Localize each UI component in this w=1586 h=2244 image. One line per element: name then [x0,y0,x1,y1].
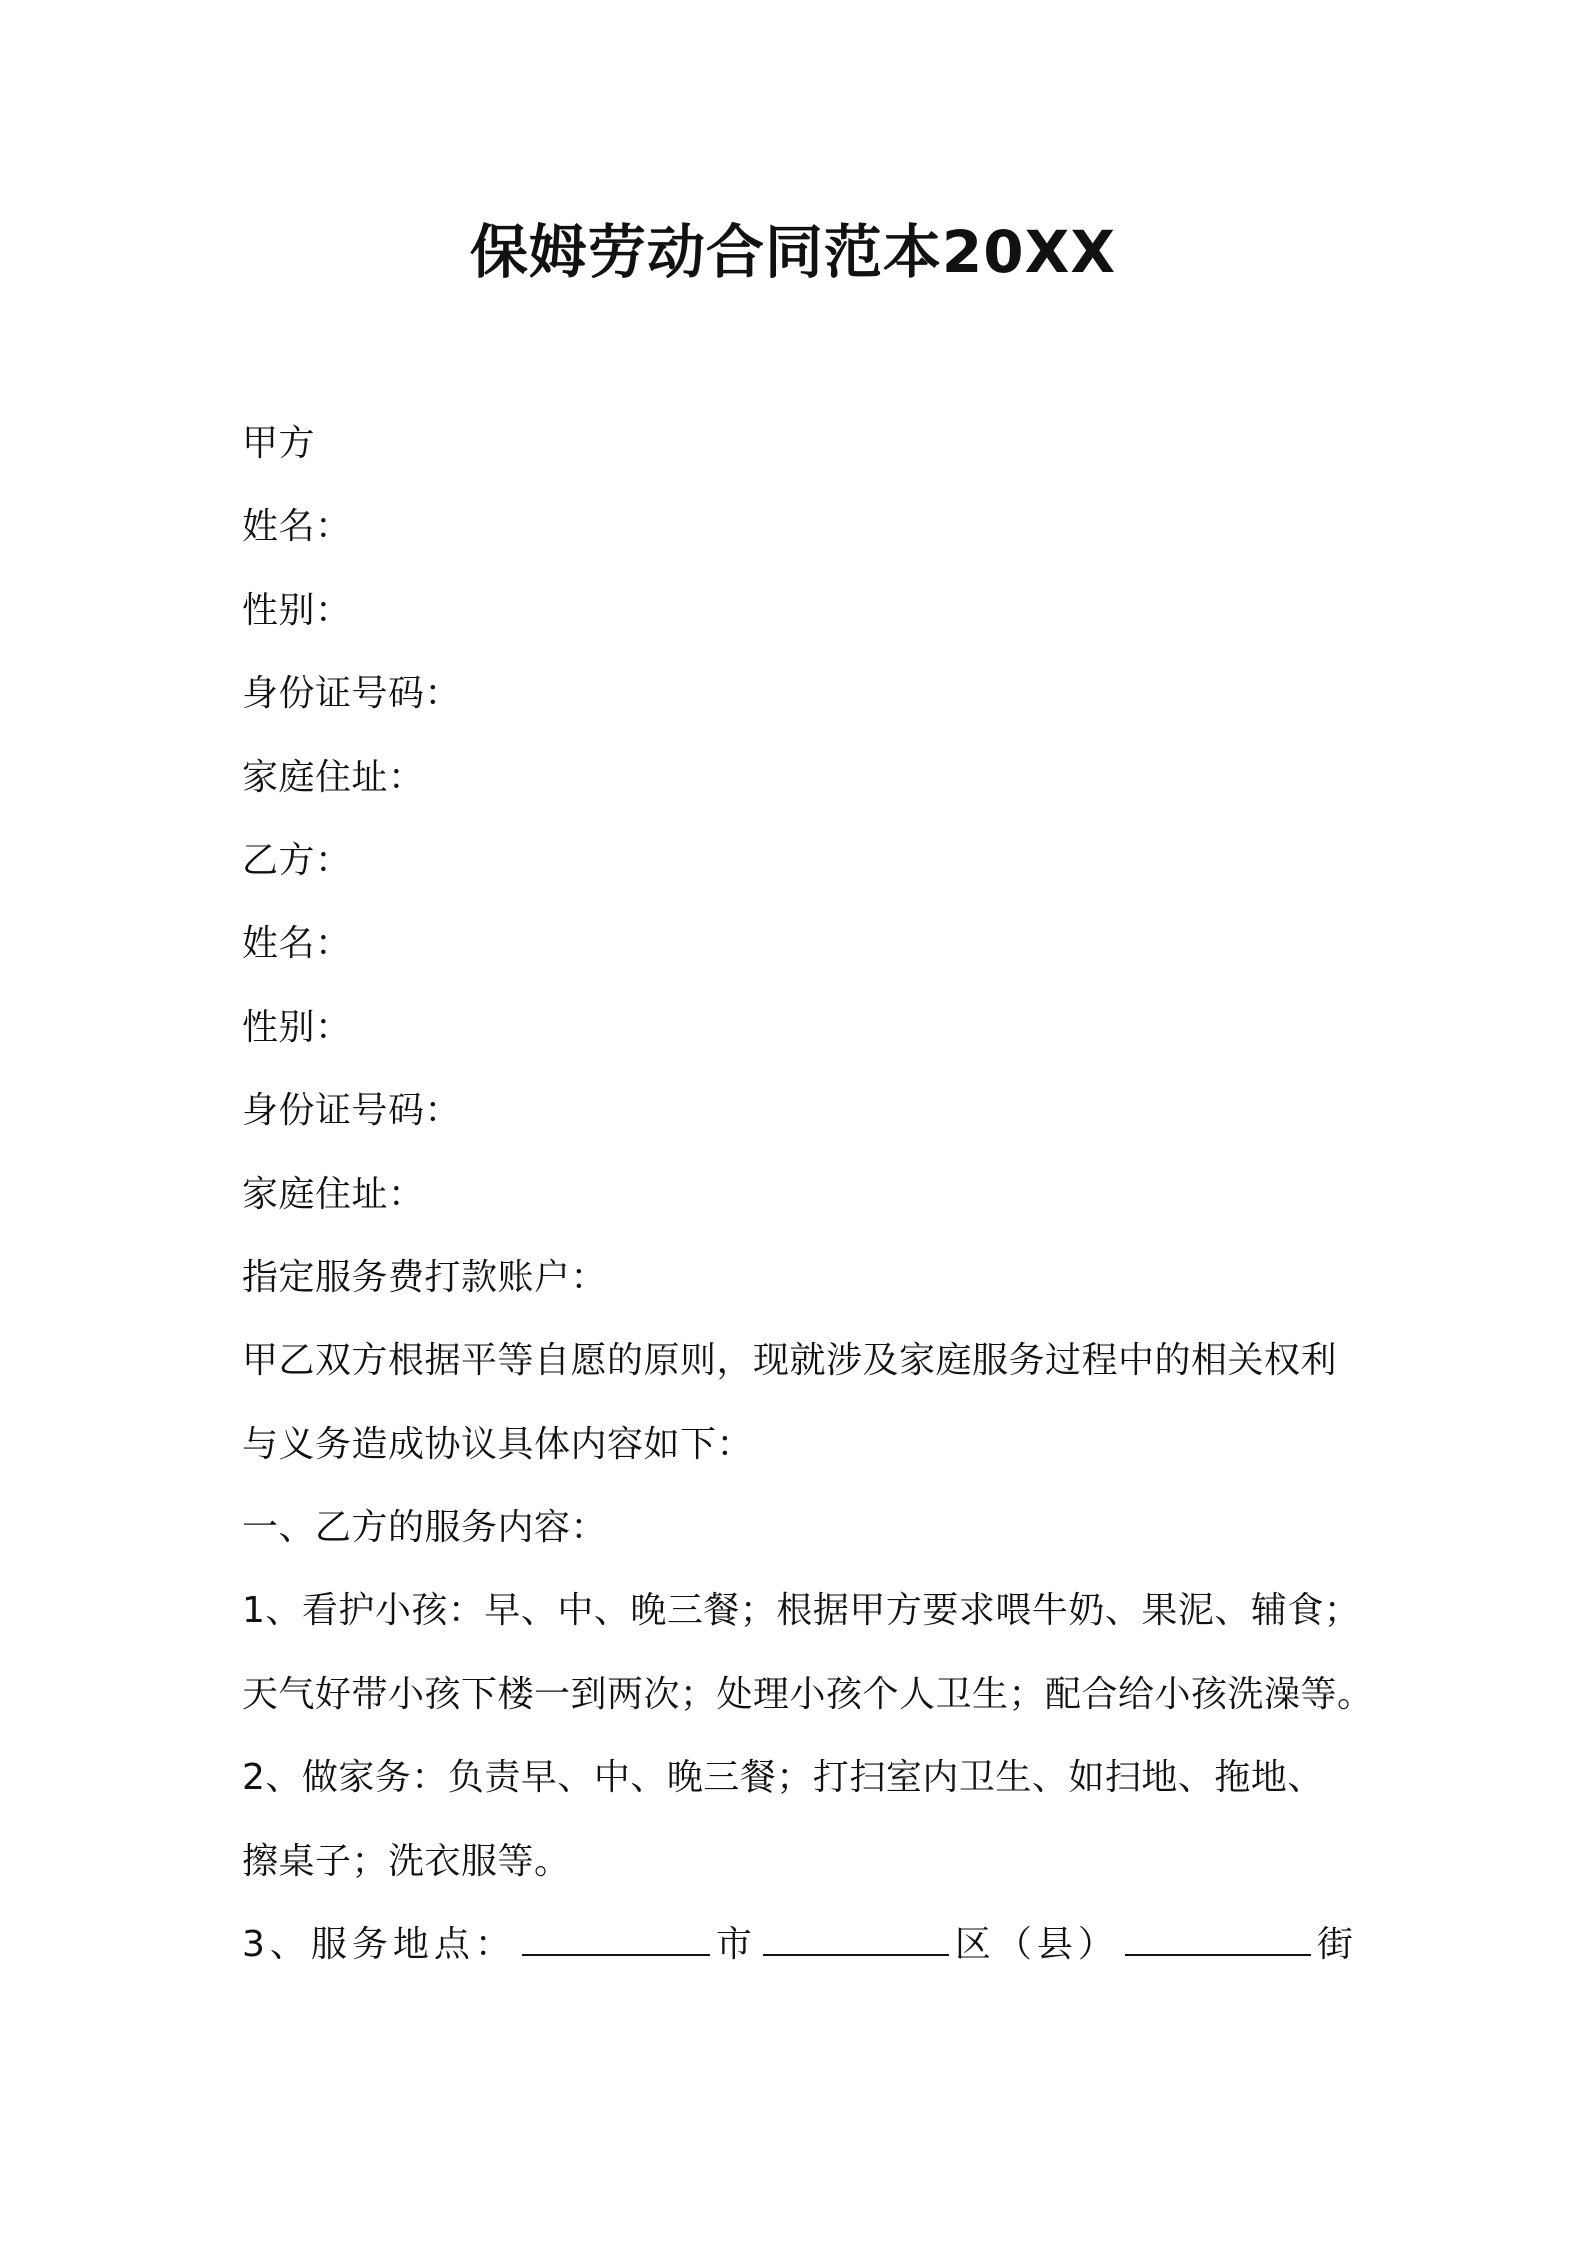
city-blank [522,1918,710,1956]
document-body [242,402,1374,1986]
party-a-heading: 甲方 [242,423,316,464]
party-a-id-number: 身份证号码： [242,673,462,715]
intro-line-1: 甲乙双方根据平等自愿的原则，现就涉及家庭服务过程中的相关权利 [242,1340,1338,1382]
party-b-address: 家庭住址： [242,1173,425,1215]
item-1-line-2: 天气好带小孩下楼一到两次；处理小孩个人卫生；配合给小孩洗澡等。 [242,1673,1374,1715]
party-b-heading: 乙方： [242,839,352,881]
district-label: 区（县） [954,1924,1119,1966]
item-2-line-1: 2、做家务：负责早、中、晚三餐；打扫室内卫生、如扫地、拖地、 [242,1757,1324,1799]
party-b-id-number: 身份证号码： [242,1090,462,1132]
city-label: 市 [715,1924,757,1966]
party-b-name: 姓名： [242,923,352,965]
item-3-label: 3、服务地点： [242,1924,516,1966]
item-2-line-2: 擦桌子；洗衣服等。 [242,1840,571,1882]
district-blank [763,1918,949,1956]
document-title: 保姆劳动合同范本20XX [469,218,1117,286]
item-1-line-1: 1、看护小孩：早、中、晚三餐；根据甲方要求喂牛奶、果泥、辅食； [242,1590,1361,1632]
party-a-gender: 性别： [242,589,352,631]
section-1-heading: 一、乙方的服务内容： [242,1507,608,1549]
party-b-gender: 性别： [242,1006,352,1048]
street-blank [1125,1918,1311,1956]
party-a-address: 家庭住址： [242,756,425,798]
intro-line-2: 与义务造成协议具体内容如下： [242,1423,754,1465]
party-a-name: 姓名： [242,506,352,548]
street-label: 街 [1316,1924,1358,1966]
party-b-account: 指定服务费打款账户： [242,1256,608,1298]
item-3-service-location [242,1903,1362,1986]
